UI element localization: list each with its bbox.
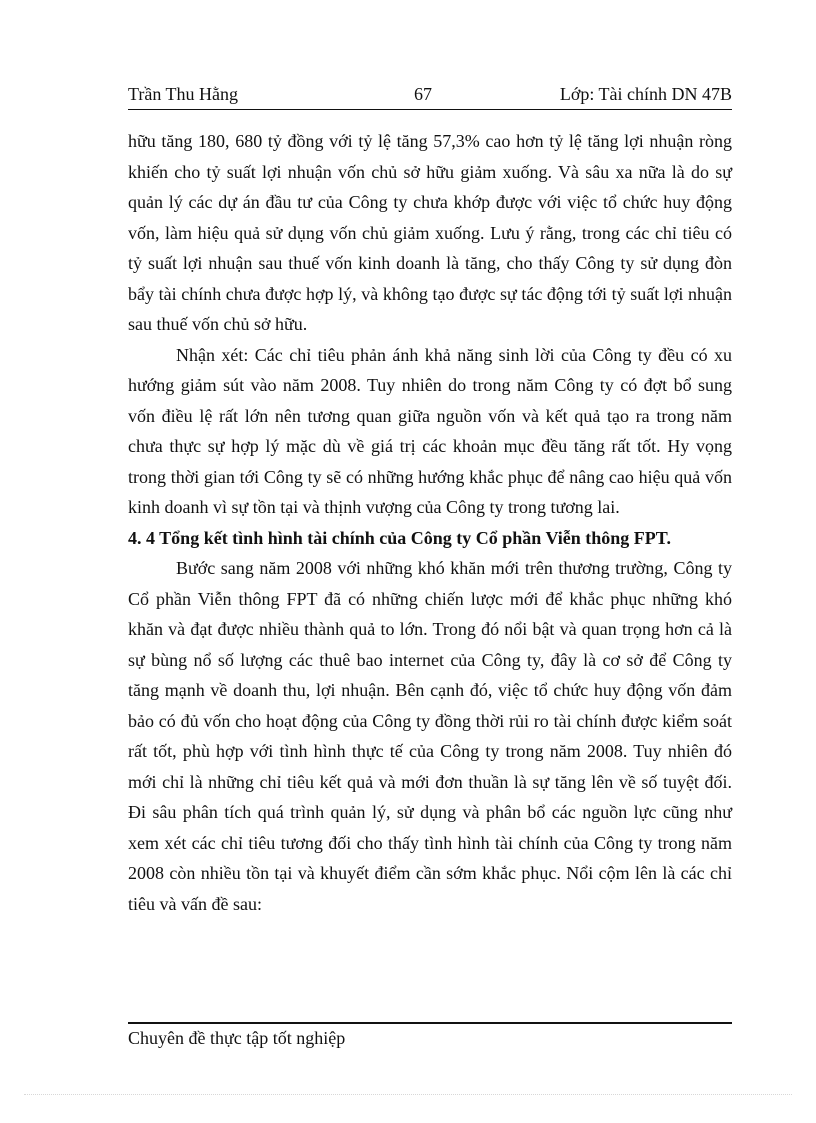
paragraph-3: Bước sang năm 2008 với những khó khăn mới trên thương trường, Công ty Cổ phần Viễn thông FPT đã có những chiến lược mới để khắc phục những khó khăn và đạt được nhiều thành quả to lớn. Trong đó nổi bật và quan trọng hơn cả là sự bùng nổ số lượng các thuê bao internet của Công ty, đây là cơ sở để Công ty tăng mạnh về doanh thu, lợi nhuận. Bên cạnh đó, việc tổ chức huy động vốn đảm bảo có đủ vốn cho hoạt động của Công ty đồng thời rủi ro tài chính được kiểm soát rất tốt, phù hợp với tình hình thực tế của Công ty trong năm 2008. Tuy nhiên đó mới chỉ là những chỉ tiêu kết quả và mới đơn thuần là sự tăng lên về số tuyệt đối. Đi sâu phân tích quá trình quản lý, sử dụng và phân bổ các nguồn lực cũng như xem xét các chỉ tiêu tương đối cho thấy tình hình tài chính của Công ty trong năm 2008 còn nhiều tồn tại và khuyết điểm cần sớm khắc phục. Nổi cộm lên là các chỉ tiêu và vấn đề sau: bbox=[128, 558, 732, 914]
header-author: Trần Thu Hằng bbox=[128, 84, 239, 104]
header-page-number: 67 bbox=[414, 84, 432, 104]
paragraph-1: hữu tăng 180, 680 tỷ đồng với tỷ lệ tăng 57,3% cao hơn tỷ lệ tăng lợi nhuận ròng khiến cho tỷ suất lợi nhuận vốn chủ sở hữu giảm xuống. Và sâu xa nữa là do sự quản lý các dự án đầu tư của Công ty chưa khớp được với việc tổ chức huy động vốn, làm hiệu quả sử dụng vốn chủ giảm xuống. Lưu ý rằng, trong các chỉ tiêu có tỷ suất lợi nhuận sau thuế vốn kinh doanh là tăng, cho thấy Công ty sử dụng đòn bẩy tài chính chưa được hợp lý, và không tạo được sự tác động tới tỷ suất lợi nhuận sau thuế vốn chủ sở hữu. bbox=[128, 131, 732, 334]
page-footer: Chuyên đề thực tập tốt nghiệp bbox=[128, 1028, 346, 1048]
page-header bbox=[128, 82, 732, 110]
paragraph-2: Nhận xét: Các chỉ tiêu phản ánh khả năng sinh lời của Công ty đều có xu hướng giảm sút vào năm 2008. Tuy nhiên do trong năm Công ty có đợt bổ sung vốn điều lệ rất lớn nên tương quan giữa nguồn vốn và kết quả tạo ra trong năm chưa thực sự hợp lý mặc dù về giá trị các khoản mục đều tăng rất tốt. Hy vọng trong thời gian tới Công ty sẽ có những hướng khắc phục để nâng cao hiệu quả vốn kinh doanh vì sự tồn tại và thịnh vượng của Công ty trong tương lai. bbox=[128, 344, 732, 517]
page-body bbox=[128, 126, 732, 919]
header-class: Lớp: Tài chính DN 47B bbox=[559, 84, 732, 104]
footer-rule bbox=[128, 1022, 732, 1024]
page-edge-divider bbox=[24, 1094, 792, 1095]
section-heading: 4. 4 Tổng kết tình hình tài chính của Công ty Cổ phần Viễn thông FPT. bbox=[128, 527, 671, 548]
header-rule bbox=[128, 109, 732, 110]
